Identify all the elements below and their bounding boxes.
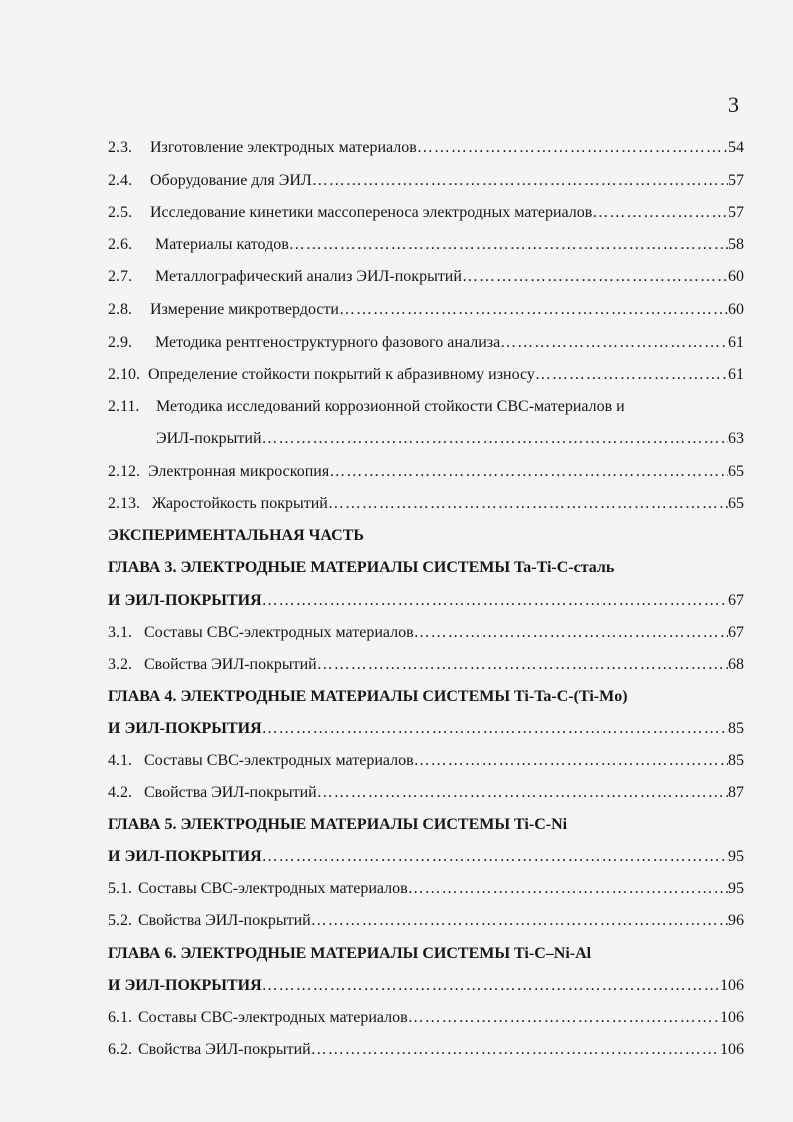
toc-entry-2-6: 2.6. Материалы катодов ………………………………………………………………………………………………………………………………………………………………… 58 <box>108 235 744 255</box>
toc-entry-2-10: 2.10. Определение стойкости покрытий к абразивному износу ………………………………………………………………………………………………………………………………………………………………… 61 <box>108 365 744 385</box>
toc-entry-4-1: 4.1. Составы СВС-электродных материалов ………………………………………………………………………………………………………………………………………………………………… 85 <box>108 751 744 771</box>
chapter-subheading: И ЭИЛ-ПОКРЫТИЯ ………………………………………………………………………………………………………………………………………………………………… 95 <box>108 847 744 867</box>
toc-entry-2-13: 2.13. Жаростойкость покрытий ………………………………………………………………………………………………………………………………………………………………… 65 <box>108 494 744 514</box>
chapter-heading: ГЛАВА 3. ЭЛЕКТРОДНЫЕ МАТЕРИАЛЫ СИСТЕМЫ Ta-Ti-C-сталь <box>108 559 615 576</box>
toc-entry-2-8: 2.8. Измерение микротвердости ………………………………………………………………………………………………………………………………………………………………… 60 <box>108 300 744 320</box>
chapter-heading: ГЛАВА 5. ЭЛЕКТРОДНЫЕ МАТЕРИАЛЫ СИСТЕМЫ Ti-C-Ni <box>108 816 568 833</box>
toc-entry-2-4: 2.4. Оборудование для ЭИЛ ………………………………………………………………………………………………………………………………………………………………… 57 <box>108 171 744 191</box>
toc-entry-2-7: 2.7. Металлографический анализ ЭИЛ-покрытий ………………………………………………………………………………………………………………………………………………………………… 60 <box>108 267 744 287</box>
chapter-heading: ГЛАВА 4. ЭЛЕКТРОДНЫЕ МАТЕРИАЛЫ СИСТЕМЫ Ti-Ta-C-(Ti-Mo) <box>108 688 628 705</box>
chapter-subheading: И ЭИЛ-ПОКРЫТИЯ ………………………………………………………………………………………………………………………………………………………………… 106 <box>108 976 744 996</box>
toc-entry-2-9: 2.9. Методика рентгеноструктурного фазового анализа ………………………………………………………………………………………………………………………………………………………………… 61 <box>108 333 744 353</box>
toc-entry-5-2: 5.2. Свойства ЭИЛ-покрытий ………………………………………………………………………………………………………………………………………………………………… 96 <box>108 911 744 931</box>
toc-entry-2-11-continued: ЭИЛ-покрытий ………………………………………………………………………………………………………………………………………………………………… 63 <box>156 429 744 449</box>
toc-entry-4-2: 4.2. Свойства ЭИЛ-покрытий ………………………………………………………………………………………………………………………………………………………………… 87 <box>108 783 744 803</box>
toc-entry-2-3: 2.3. Изготовление электродных материалов ………………………………………………………………………………………………………………………………………………………………… 54 <box>108 138 744 158</box>
toc-entry-2-5: 2.5. Исследование кинетики массопереноса электродных материалов ………………………………………………………………………………………………………………………………………………………………… 57 <box>108 203 744 223</box>
chapter-heading: ГЛАВА 6. ЭЛЕКТРОДНЫЕ МАТЕРИАЛЫ СИСТЕМЫ Ti-C–Ni-Al <box>108 945 592 962</box>
toc-entry-2-12: 2.12. Электронная микроскопия ………………………………………………………………………………………………………………………………………………………………… 65 <box>108 462 744 482</box>
toc-entry-3-2: 3.2. Свойства ЭИЛ-покрытий ………………………………………………………………………………………………………………………………………………………………… 68 <box>108 655 744 675</box>
page-number: 3 <box>728 92 739 117</box>
section-heading: ЭКСПЕРИМЕНТАЛЬНАЯ ЧАСТЬ <box>108 527 364 544</box>
toc-entry-6-1: 6.1. Составы СВС-электродных материалов ………………………………………………………………………………………………………………………………………………………………… 106 <box>108 1008 744 1028</box>
chapter-subheading: И ЭИЛ-ПОКРЫТИЯ ………………………………………………………………………………………………………………………………………………………………… 85 <box>108 719 744 739</box>
toc-entry-5-1: 5.1. Составы СВС-электродных материалов ………………………………………………………………………………………………………………………………………………………………… 95 <box>108 879 744 899</box>
toc-entry-3-1: 3.1. Составы СВС-электродных материалов ………………………………………………………………………………………………………………………………………………………………… 67 <box>108 623 744 643</box>
toc-entry-2-11: 2.11. Методика исследований коррозионной стойкости СВС-материалов и <box>108 398 625 415</box>
chapter-subheading: И ЭИЛ-ПОКРЫТИЯ ………………………………………………………………………………………………………………………………………………………………… 67 <box>108 591 744 611</box>
toc-entry-6-2: 6.2. Свойства ЭИЛ-покрытий ………………………………………………………………………………………………………………………………………………………………… 106 <box>108 1040 744 1060</box>
